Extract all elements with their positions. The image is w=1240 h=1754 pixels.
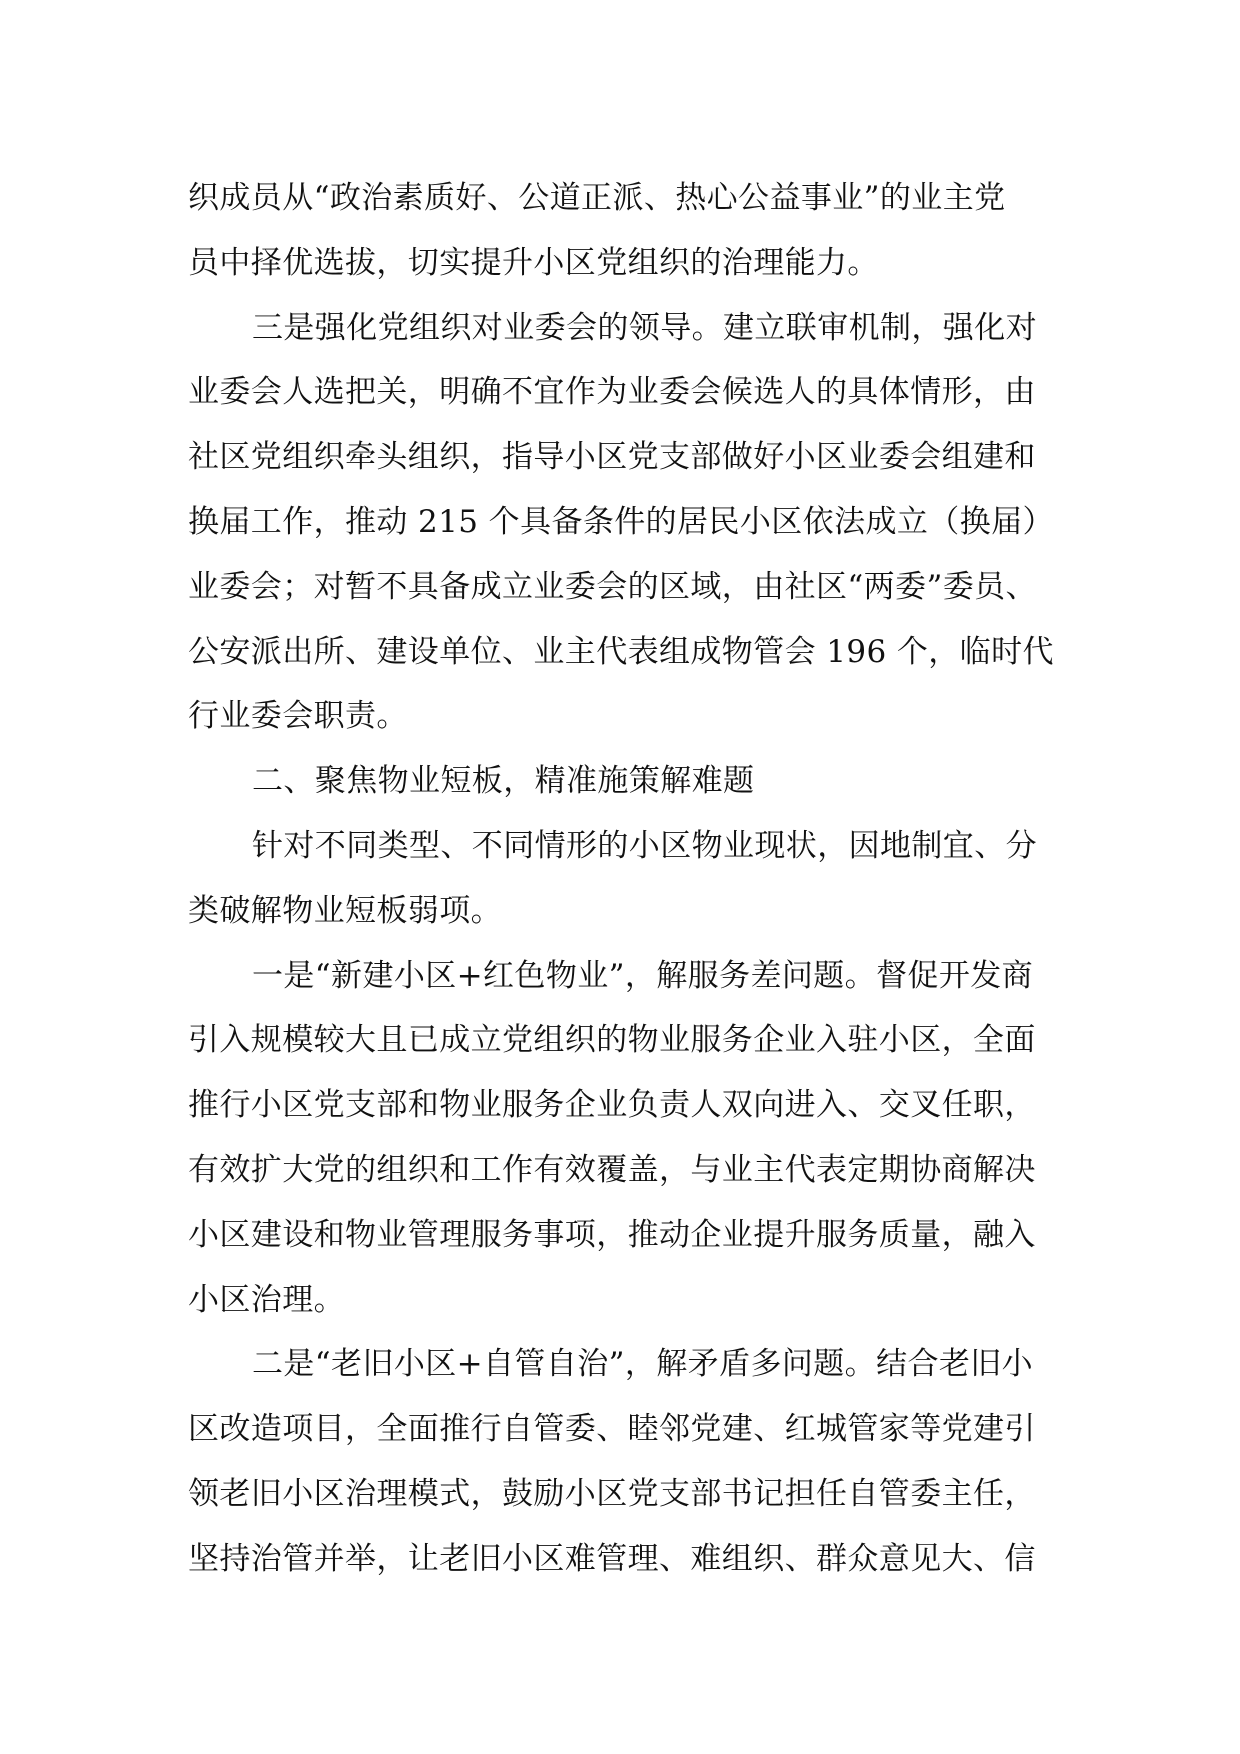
text-line: 区改造项目，全面推行自管委、睦邻党建、红城管家等党建引 (188, 1411, 1036, 1448)
text-line: 坚持治管并举，让老旧小区难管理、难组织、群众意见大、信 (188, 1540, 1036, 1577)
paragraph-start-line: 三是强化党组织对业委会的领导。建立联审机制，强化对 (252, 309, 1037, 346)
text-line: 引入规模较大且已成立党组织的物业服务企业入驻小区，全面 (188, 1022, 1036, 1059)
text-line: 业委会人选把关，明确不宜作为业委会候选人的具体情形，由 (188, 374, 1036, 411)
text-line: 行业委会职责。 (188, 698, 408, 735)
text-line: 推行小区党支部和物业服务企业负责人双向进入、交叉任职， (188, 1087, 1036, 1124)
paragraph-start-line: 一是“新建小区+红色物业”，解服务差问题。督促开发商 (252, 957, 1034, 994)
text-line: 小区治理。 (188, 1281, 345, 1318)
paragraph-start-line: 二是“老旧小区+自管自治”，解矛盾多问题。结合老旧小 (252, 1346, 1034, 1383)
text-line: 小区建设和物业管理服务事项，推动企业提升服务质量，融入 (188, 1216, 1036, 1253)
paragraph-start-line: 针对不同类型、不同情形的小区物业现状，因地制宜、分 (252, 827, 1037, 864)
text-line: 织成员从“政治素质好、公道正派、热心公益事业”的业主党 (188, 180, 1006, 216)
text-line: 社区党组织牵头组织，指导小区党支部做好小区业委会组建和 (188, 439, 1036, 476)
text-line: 员中择优选拔，切实提升小区党组织的治理能力。 (188, 244, 879, 281)
text-line: 换届工作，推动 215 个具备条件的居民小区依法成立（换届） (188, 503, 1054, 540)
text-line: 业委会；对暂不具备成立业委会的区域，由社区“两委”委员、 (188, 568, 1037, 605)
body-text (188, 166, 1068, 1592)
text-line: 有效扩大党的组织和工作有效覆盖，与业主代表定期协商解决 (188, 1151, 1036, 1188)
text-line: 公安派出所、建设单位、业主代表组成物管会 196 个，临时代 (188, 633, 1054, 670)
text-line: 类破解物业短板弱项。 (188, 892, 502, 929)
section-heading: 二、聚焦物业短板，精准施策解难题 (252, 763, 755, 800)
text-line: 领老旧小区治理模式，鼓励小区党支部书记担任自管委主任， (188, 1475, 1036, 1512)
